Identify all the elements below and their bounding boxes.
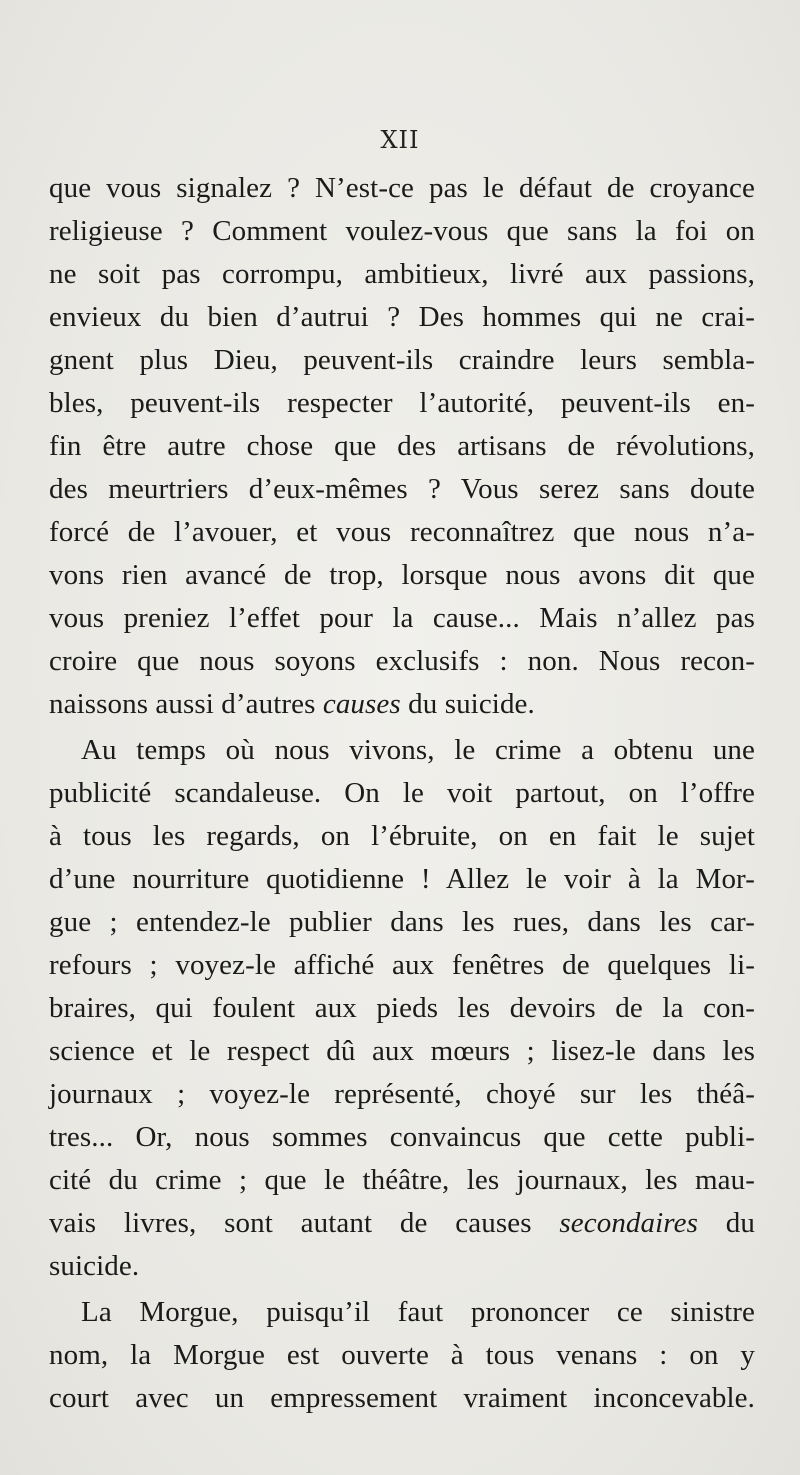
text-segment: vais livres, sont autant de causes	[49, 1207, 532, 1239]
text-line-2: religieuse ? Comment voulez-vous que sans la foi on	[49, 215, 755, 247]
text-line-15: publicité scandaleuse. On le voit partout, on l’offre	[49, 777, 755, 809]
text-line-24: cité du crime ; que le théâtre, les journaux, les mau-	[49, 1164, 755, 1196]
text-line-8: des meurtriers d’eux-mêmes ? Vous serez sans doute	[49, 473, 755, 505]
text-line-22: journaux ; voyez-le représenté, choyé sur les théâ-	[49, 1078, 755, 1110]
text-line-7: fin être autre chose que des artisans de révolutions,	[49, 430, 755, 462]
text-line-28: nom, la Morgue est ouverte à tous venans : on y	[49, 1339, 755, 1371]
text-line-13	[49, 684, 755, 724]
text-line-4: envieux du bien d’autrui ? Des hommes qui ne crai-	[49, 301, 755, 333]
text-line-11: vous preniez l’effet pour la cause... Mais n’allez pas	[49, 602, 755, 634]
italic-word-causes: causes	[322, 688, 401, 720]
text-line-25	[49, 1203, 755, 1243]
text-line-18: gue ; entendez-le publier dans les rues, dans les car-	[49, 906, 755, 938]
text-line-1: que vous signalez ? N’est-ce pas le défaut de croyance	[49, 172, 755, 204]
text-line-29: court avec un empressement vraiment inconcevable.	[49, 1382, 755, 1414]
text-line-5: gnent plus Dieu, peuvent-ils craindre leurs sembla-	[49, 344, 755, 376]
text-segment: naissons aussi d’autres	[49, 688, 316, 720]
text-line-20: braires, qui foulent aux pieds les devoirs de la con-	[49, 992, 755, 1024]
text-segment: du	[725, 1207, 755, 1239]
text-line-12: croire que nous soyons exclusifs : non. Nous recon-	[49, 645, 755, 677]
text-line-3: ne soit pas corrompu, ambitieux, livré aux passions,	[49, 258, 755, 290]
page-number: XII	[380, 126, 420, 154]
text-line-9: forcé de l’avouer, et vous reconnaîtrez que nous n’a-	[49, 516, 755, 548]
text-line-19: refours ; voyez-le affiché aux fenêtres de quelques li-	[49, 949, 755, 981]
text-line-27: La Morgue, puisqu’il faut prononcer ce sinistre	[81, 1296, 755, 1328]
text-line-14: Au temps où nous vivons, le crime a obtenu une	[81, 734, 755, 766]
text-segment: du suicide.	[408, 688, 535, 720]
text-line-23: tres... Or, nous sommes convaincus que cette publi-	[49, 1121, 755, 1153]
italic-word-secondaires: secondaires	[559, 1207, 698, 1239]
text-line-16: à tous les regards, on l’ébruite, on en fait le sujet	[49, 820, 755, 852]
text-line-6: bles, peuvent-ils respecter l’autorité, peuvent-ils en-	[49, 387, 755, 419]
text-line-17: d’une nourriture quotidienne ! Allez le voir à la Mor-	[49, 863, 755, 895]
text-line-10: vons rien avancé de trop, lorsque nous avons dit que	[49, 559, 755, 591]
text-line-26: suicide.	[49, 1250, 140, 1282]
text-line-21: science et le respect dû aux mœurs ; lisez-le dans les	[49, 1035, 755, 1067]
